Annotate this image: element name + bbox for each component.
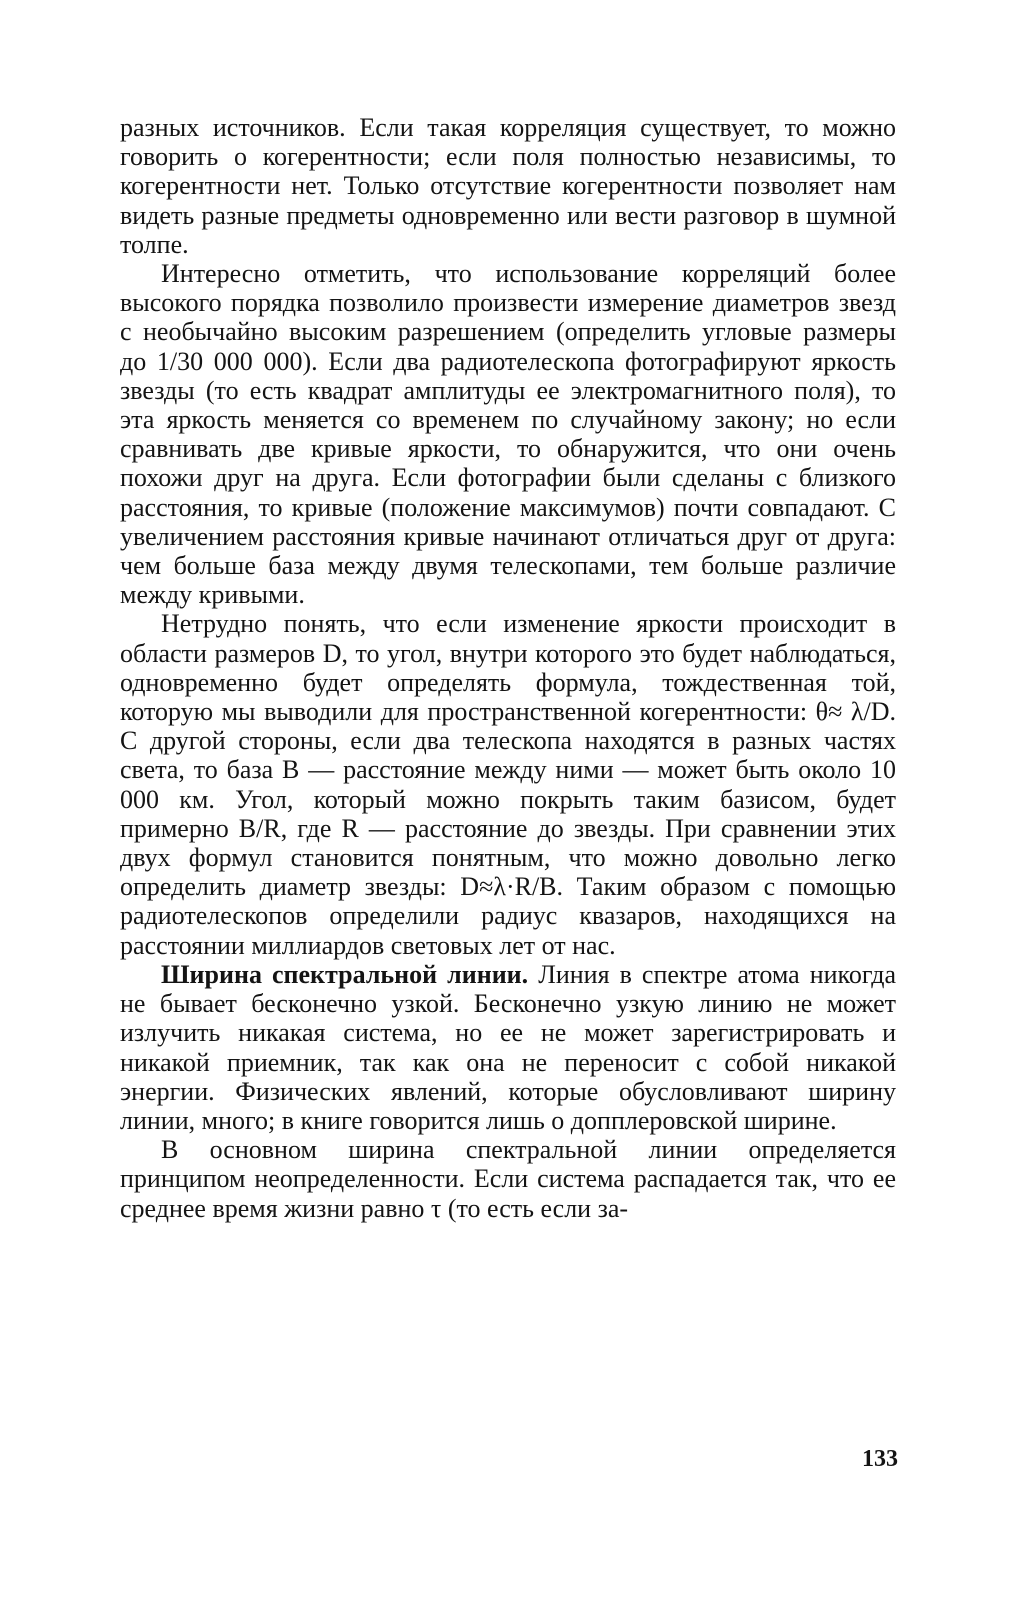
paragraph-angle-formula: Нетрудно понять, что если изменение яркости происходит в области размеров D, то угол, внутри которого это будет наблюдаться, одновременно будет определять формула, тождественная той, которую мы выводили для пространственной когерентности: θ≈ λ/D. С другой стороны, если два телескопа находятся в разных частях света, то база B — расстояние между ними — может быть около 10 000 км. Угол, который можно покрыть таким базисом, будет примерно B/R, где R — расстояние до звезды. При сравнении этих двух формул становится понятным, что можно довольно легко определить диаметр звезды: D≈λ·R/B. Таким образом с помощью радиотелескопов определили радиус квазаров, находящихся на расстоянии миллиардов световых лет от нас. (120, 609, 896, 960)
paragraph-star-diameters: Интересно отметить, что использование корреляций более высокого порядка позволило произвести измерение диаметров звезд с необычайно высоким разрешением (определить угловые размеры до 1/30 000 000). Если два радиотелескопа фотографируют яркость звезды (то есть квадрат амплитуды ее электромагнитного поля), то эта яркость меняется со временем по случайному закону; но если сравнивать две кривые яркости, то обнаружится, что они очень похожи друг на друга. Если фотографии были сделаны с близкого расстояния, то кривые (положение максимумов) почти совпадают. С увеличением расстояния кривые начинают отличаться друг от друга: чем больше база между двумя телескопами, тем больше различие между кривыми. (120, 259, 896, 610)
section-heading: Ширина спектральной линии. (161, 959, 529, 989)
paragraph-line-width-text: Линия в спектре атома никогда не бывает бесконечно узкой. Бесконечно узкую линию не может излучить никакая система, но ее не может зарегистрировать и никакой приемник, так как она не переносит с собой никакой энергии. Физических явлений, которые обусловливают ширину линии, много; в книге говорится лишь о допплеровской ширине. (120, 959, 896, 1135)
page-number: 133 (862, 1446, 898, 1472)
paragraph-line-width (120, 960, 896, 1135)
paragraph-coherence-end: разных источников. Если такая корреляция существует, то можно говорить о когерентности; если поля полностью независимы, то когерентности нет. Только отсутствие когерентности позволяет нам видеть разные предметы одновременно или вести разговор в шумной толпе. (120, 113, 896, 259)
paragraph-uncertainty: В основном ширина спектральной линии определяется принципом неопределенности. Если система распадается так, что ее среднее время жизни равно τ (то есть если за- (120, 1135, 896, 1223)
body-text (120, 113, 896, 1223)
